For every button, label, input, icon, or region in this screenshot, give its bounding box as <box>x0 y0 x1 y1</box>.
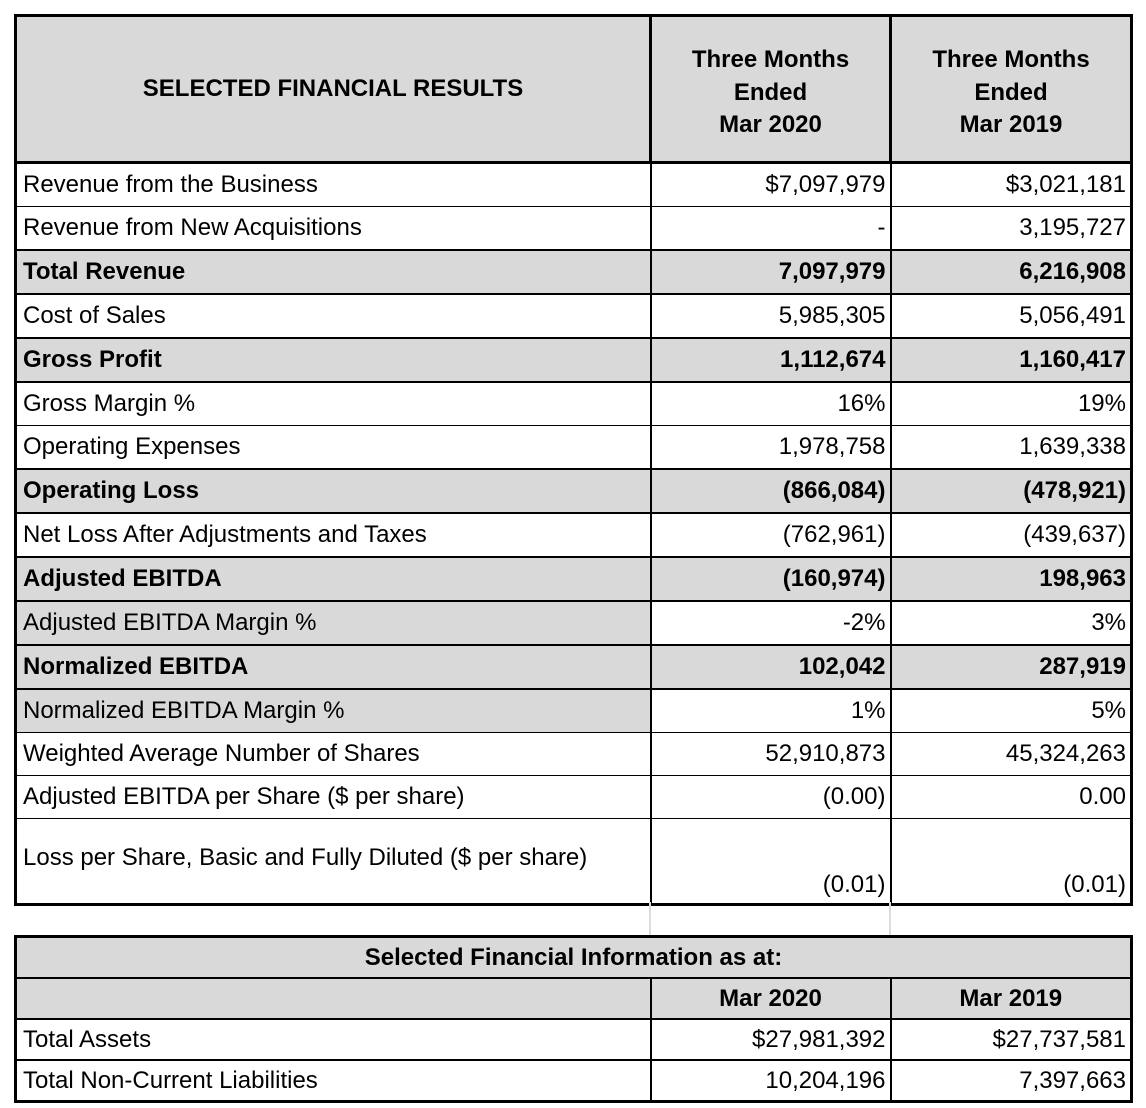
table-row <box>16 819 1132 905</box>
info-title: Selected Financial Information as at: <box>16 937 1132 979</box>
table-spacer <box>14 902 1130 936</box>
info-column-header-mar-2020: Mar 2020 <box>651 978 891 1019</box>
value-mar-2019: 3,195,727 <box>891 207 1132 251</box>
value-mar-2019: 5,056,491 <box>891 294 1132 338</box>
value-mar-2020: -2% <box>651 601 891 645</box>
value-mar-2020: (866,084) <box>651 469 891 513</box>
table-row <box>16 1060 1132 1102</box>
results-header-row <box>16 16 1132 163</box>
row-label: Adjusted EBITDA <box>16 557 651 601</box>
row-label: Adjusted EBITDA Margin % <box>16 601 651 645</box>
value-mar-2019: 45,324,263 <box>891 733 1132 776</box>
row-label: Gross Profit <box>16 338 651 382</box>
value-mar-2020: 102,042 <box>651 645 891 689</box>
value-mar-2020: 5,985,305 <box>651 294 891 338</box>
column-header-line: Mar 2020 <box>719 111 822 139</box>
value-mar-2020: (762,961) <box>651 513 891 557</box>
value-mar-2019: $27,737,581 <box>891 1019 1132 1060</box>
table-row <box>16 469 1132 513</box>
row-label: Normalized EBITDA Margin % <box>16 689 651 733</box>
row-label: Cost of Sales <box>16 294 651 338</box>
financial-results-table <box>14 14 1133 906</box>
info-header-blank <box>16 978 651 1019</box>
column-header-line: Ended <box>974 78 1048 106</box>
table-row <box>16 689 1132 733</box>
value-mar-2019: 7,397,663 <box>891 1060 1132 1102</box>
row-label: Revenue from New Acquisitions <box>16 207 651 251</box>
divider <box>649 902 651 936</box>
value-mar-2020: $7,097,979 <box>651 163 891 207</box>
value-mar-2019: 5% <box>891 689 1132 733</box>
results-title: SELECTED FINANCIAL RESULTS <box>16 16 651 163</box>
value-mar-2020: 1% <box>651 689 891 733</box>
table-row <box>16 163 1132 207</box>
value-mar-2020: 1,978,758 <box>651 426 891 470</box>
row-label: Total Assets <box>16 1019 651 1060</box>
table-row <box>16 1019 1132 1060</box>
row-label: Gross Margin % <box>16 382 651 426</box>
row-label: Total Non-Current Liabilities <box>16 1060 651 1102</box>
table-row <box>16 338 1132 382</box>
value-mar-2019: 3% <box>891 601 1132 645</box>
value-mar-2020: $27,981,392 <box>651 1019 891 1060</box>
row-label: Weighted Average Number of Shares <box>16 733 651 776</box>
value-mar-2019: 1,639,338 <box>891 426 1132 470</box>
table-row <box>16 513 1132 557</box>
value-mar-2020: 7,097,979 <box>651 250 891 294</box>
value-mar-2019: 19% <box>891 382 1132 426</box>
info-column-header-mar-2019: Mar 2019 <box>891 978 1132 1019</box>
column-header-mar-2019 <box>891 16 1132 163</box>
table-row <box>16 382 1132 426</box>
divider <box>889 902 891 936</box>
value-mar-2019: 198,963 <box>891 557 1132 601</box>
column-header-line: Mar 2019 <box>959 111 1063 139</box>
value-mar-2019: 0.00 <box>891 776 1132 819</box>
info-title-row <box>16 937 1132 979</box>
table-row <box>16 207 1132 251</box>
value-mar-2019: 287,919 <box>891 645 1132 689</box>
value-mar-2019: 1,160,417 <box>891 338 1132 382</box>
table-row <box>16 250 1132 294</box>
value-mar-2020: (160,974) <box>651 557 891 601</box>
value-mar-2020: - <box>651 207 891 251</box>
value-mar-2020: 52,910,873 <box>651 733 891 776</box>
column-header-line: Three Months <box>932 46 1090 74</box>
info-header-row <box>16 978 1132 1019</box>
column-header-mar-2020 <box>651 16 891 163</box>
table-row <box>16 294 1132 338</box>
value-mar-2020: 10,204,196 <box>651 1060 891 1102</box>
value-mar-2020: 16% <box>651 382 891 426</box>
value-mar-2019: (478,921) <box>891 469 1132 513</box>
value-mar-2020: (0.01) <box>651 819 891 905</box>
row-label: Adjusted EBITDA per Share ($ per share) <box>16 776 651 819</box>
table-row <box>16 557 1132 601</box>
financial-information-table <box>14 935 1133 1103</box>
column-header-line: Ended <box>733 78 808 106</box>
value-mar-2019: $3,021,181 <box>891 163 1132 207</box>
value-mar-2020: 1,112,674 <box>651 338 891 382</box>
row-label: Normalized EBITDA <box>16 645 651 689</box>
row-label: Net Loss After Adjustments and Taxes <box>16 513 651 557</box>
table-row <box>16 733 1132 776</box>
row-label: Operating Loss <box>16 469 651 513</box>
value-mar-2019: 6,216,908 <box>891 250 1132 294</box>
row-label: Loss per Share, Basic and Fully Diluted ($ per share) <box>16 819 651 905</box>
value-mar-2019: (0.01) <box>891 819 1132 905</box>
value-mar-2019: (439,637) <box>891 513 1132 557</box>
value-mar-2020: (0.00) <box>651 776 891 819</box>
row-label: Operating Expenses <box>16 426 651 470</box>
table-row <box>16 426 1132 470</box>
row-label: Revenue from the Business <box>16 163 651 207</box>
row-label: Total Revenue <box>16 250 651 294</box>
table-row <box>16 776 1132 819</box>
table-row <box>16 645 1132 689</box>
table-row <box>16 601 1132 645</box>
column-header-line: Three Months <box>691 46 850 74</box>
